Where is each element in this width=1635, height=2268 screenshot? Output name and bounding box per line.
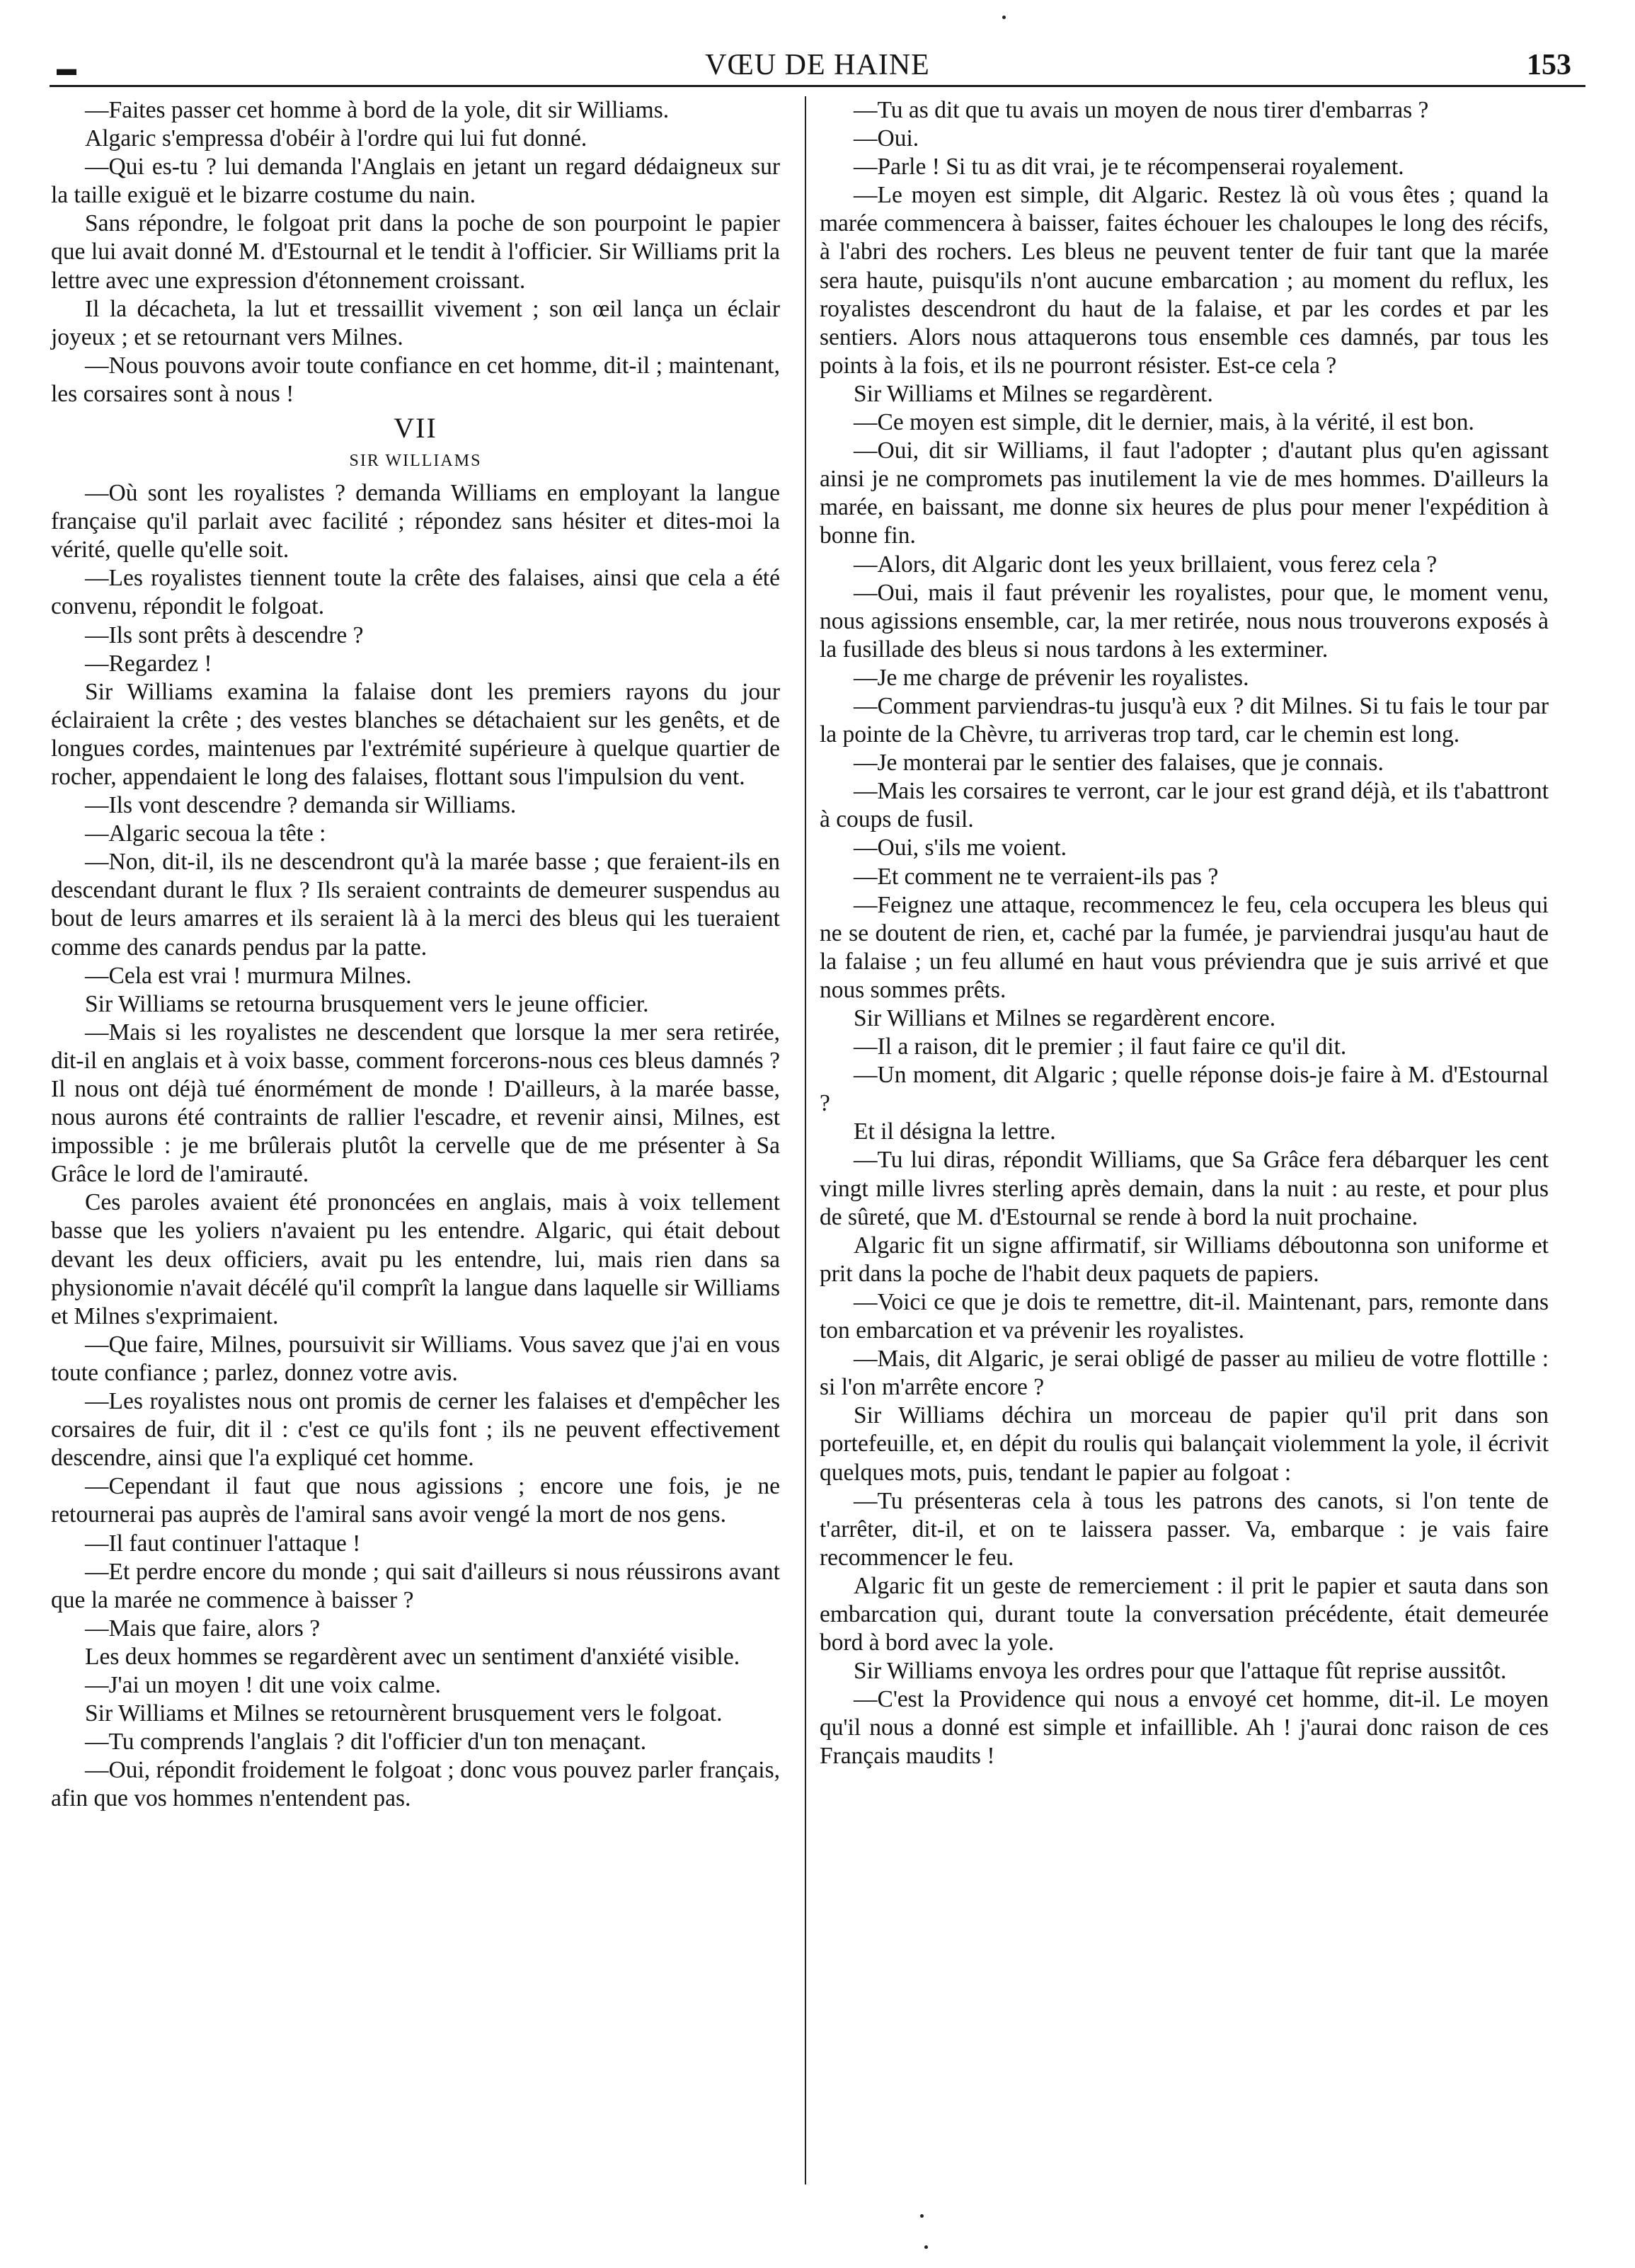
paragraph: Sir Williams se retourna brusquement vers le jeune officier. (85, 990, 649, 1017)
paragraph: Algaric fit un geste de remerciement : il prit le papier et sauta dans son embarcation qui, durant toute la conversation précédente, était demeurée bord à bord avec la yole. (820, 1572, 1549, 1656)
header-mark: ▬ (57, 58, 76, 80)
paragraph: Sans répondre, le folgoat prit dans la poche de son pourpoint le papier que lui avait donné M. d'Estournal et le tendit à l'officier. Sir Williams prit la lettre avec une expression d'étonnement croissant. (51, 210, 780, 294)
print-speck (924, 2245, 928, 2249)
paragraph: —Oui, dit sir Williams, il faut l'adopter ; d'autant plus qu'en agissant ainsi je ne compromets pas inutilement la vie de mes hommes. D'ailleurs la marée, en baissant, me donne six heures de plus pour mener l'expédition à bonne fin. (820, 437, 1549, 549)
print-speck (920, 2214, 924, 2218)
paragraph: —C'est la Providence qui nous a envoyé cet homme, dit-il. Le moyen qu'il nous a donné est simple et infaillible. Ah ! j'aurai donc raison de ces Français maudits ! (820, 1686, 1549, 1770)
paragraph: —Alors, dit Algaric dont les yeux brillaient, vous ferez cela ? (854, 551, 1438, 578)
paragraph: —Tu présenteras cela à tous les patrons des canots, si l'on tente de t'arrêter, dit-il, et on te laissera passer. Va, embarque : je vais faire recommencer le feu. (820, 1487, 1549, 1571)
paragraph: —Ils vont descendre ? demanda sir Williams. (85, 792, 517, 819)
paragraph: Les deux hommes se regardèrent avec un sentiment d'anxiété visible. (85, 1643, 740, 1670)
paragraph: Algaric fit un signe affirmatif, sir Williams déboutonna son uniforme et prit dans la poche de l'habit deux paquets de papiers. (820, 1232, 1549, 1287)
paragraph: —Parle ! Si tu as dit vrai, je te récompenserai royalement. (854, 154, 1404, 181)
paragraph: —Je monterai par le sentier des falaises, que je connais. (854, 750, 1384, 777)
paragraph: Sir Williams examina la falaise dont les premiers rayons du jour éclairaient la crête ; des vestes blanches se détachaient sur les genêts, et de longues cordes, maintenues par l'extrémité supérieure à quelque quartier de rocher, appendaient le long des falaises, flottant sous l'impulsion du vent. (51, 678, 780, 790)
paragraph: —Le moyen est simple, dit Algaric. Restez là où vous êtes ; quand la marée commencera à baisser, faites échouer les chaloupes le long des récifs, à l'abri des rochers. Les bleus ne peuvent tenter de fuir tant que la marée sera haute, puisqu'ils n'ont aucune embarcation ; au moment du reflux, les royalistes descendront du haut de la falaise, et par les cordes et par les sentiers. Alors nous attaquerons tous ensemble ces damnés, par tous les points à la fois, et ils ne pourront résister. Est-ce cela ? (820, 182, 1549, 379)
paragraph: Sir Williams déchira un morceau de papier qu'il prit dans son portefeuille, et, en dépit du roulis qui balançait violemment la yole, il écrivit quelques mots, puis, tendant le papier au folgoat : (820, 1402, 1549, 1486)
paragraph: —Les royalistes nous ont promis de cerner les falaises et d'empêcher les corsaires de fuir, dit il : c'est ce qu'ils font ; ils ne peuvent effectivement descendre, ainsi que l'a expliqué cet homme. (51, 1388, 780, 1472)
page-number: 153 (1527, 49, 1571, 81)
paragraph: —Ils sont prêts à descendre ? (85, 622, 364, 648)
paragraph: Sir Willians et Milnes se regardèrent encore. (854, 1005, 1276, 1031)
paragraph: —Il a raison, dit le premier ; il faut faire ce qu'il dit. (854, 1033, 1347, 1060)
left-paragraphs-before (51, 96, 780, 408)
left-column (51, 96, 780, 1813)
paragraph: —Oui. (854, 125, 919, 152)
page-header (50, 42, 1585, 87)
right-column (820, 96, 1549, 1771)
paragraph: —Et perdre encore du monde ; qui sait d'ailleurs si nous réussirons avant que la marée ne commence à baisser ? (51, 1558, 780, 1613)
paragraph: —Et comment ne te verraient-ils pas ? (854, 863, 1219, 890)
paragraph: —Je me charge de prévenir les royalistes. (854, 664, 1249, 691)
left-paragraphs-after (51, 479, 780, 1813)
paragraph: —Oui, mais il faut prévenir les royalistes, pour que, le moment venu, nous agissions ensemble, car, la mer retirée, nous nous trouverons exposés à la fusillade des bleus si nous tardons à les exterminer. (820, 579, 1549, 663)
paragraph: —Cependant il faut que nous agissions ; encore une fois, je ne retournerai pas auprès de l'amiral sans avoir vengé la mort de nos gens. (51, 1473, 780, 1528)
paragraph: —Ce moyen est simple, dit le dernier, mais, à la vérité, il est bon. (854, 409, 1474, 436)
paragraph: —Voici ce que je dois te remettre, dit-il. Maintenant, pars, remonte dans ton embarcation et va prévenir les royalistes. (820, 1288, 1549, 1344)
right-paragraphs (820, 96, 1549, 1771)
paragraph: —Mais les corsaires te verront, car le jour est grand déjà, et ils t'abattront à coups de fusil. (820, 778, 1549, 833)
paragraph: —Mais, dit Algaric, je serai obligé de passer au milieu de votre flottille : si l'on m'arrête encore ? (820, 1346, 1549, 1401)
paragraph: —Où sont les royalistes ? demanda Williams en employant la langue française qu'il parlait avec facilité ; répondez sans hésiter et dites-moi la vérité, quelle qu'elle soit. (51, 480, 780, 563)
running-title: VŒU DE HAINE (705, 49, 930, 81)
chapter-number: VII (394, 412, 437, 445)
paragraph: —Algaric secoua la tête : (85, 820, 326, 847)
paragraph: Ces paroles avaient été prononcées en anglais, mais à voix tellement basse que les yoliers n'avaient pu les entendre. Algaric, qui était debout devant les deux officiers, avait pu les entendre, lui, mais rien dans sa physionomie n'avait décélé qu'il comprît la langue dans laquelle sir Williams et Milnes s'exprimaient. (51, 1189, 780, 1329)
paragraph: —Faites passer cet homme à bord de la yole, dit sir Williams. (85, 97, 670, 123)
paragraph: Et il désigna la lettre. (854, 1118, 1056, 1145)
paragraph: —Nous pouvons avoir toute confiance en cet homme, dit-il ; maintenant, les corsaires sont à nous ! (51, 352, 780, 407)
paragraph: Il la décacheta, la lut et tressaillit vivement ; son œil lança un éclair joyeux ; et se retournant vers Milnes. (51, 295, 780, 350)
paragraph: —Regardez ! (85, 650, 212, 677)
paragraph: —Feignez une attaque, recommencez le feu, cela occupera les bleus qui ne se doutent de rien, et, caché par la fumée, je parviendrai jusqu'au haut de la falaise ; un feu allumé en haut vous préviendra que je suis arrivé et que nous sommes prêts. (820, 891, 1549, 1003)
paragraph: —Mais que faire, alors ? (85, 1615, 321, 1642)
paragraph: —Qui es-tu ? lui demanda l'Anglais en jetant un regard dédaigneux sur la taille exiguë et le bizarre costume du nain. (51, 154, 780, 209)
paragraph: —Mais si les royalistes ne descendent que lorsque la mer sera retirée, dit-il en anglais et à voix basse, comment forcerons-nous ces bleus damnés ? Il nous ont déjà tué énormément de monde ! D'ailleurs, à la marée basse, nous aurons été contraints de rallier l'escadre, et revenir ainsi, Milnes, est impossible : je me brûlerais plutôt la cervelle que de me présenter à Sa Grâce le lord de l'amirauté. (51, 1019, 780, 1188)
print-speck (1002, 16, 1006, 19)
paragraph: Algaric s'empressa d'obéir à l'ordre qui lui fut donné. (85, 125, 587, 152)
paragraph: —Comment parviendras-tu jusqu'à eux ? dit Milnes. Si tu fais le tour par la pointe de la Chèvre, tu arriveras trop tard, car le chemin est long. (820, 692, 1549, 748)
paragraph: —Il faut continuer l'attaque ! (85, 1530, 361, 1557)
paragraph: —J'ai un moyen ! dit une voix calme. (85, 1671, 441, 1698)
paragraph: —Oui, s'ils me voient. (854, 835, 1067, 861)
paragraph: —Un moment, dit Algaric ; quelle réponse dois-je faire à M. d'Estournal ? (820, 1062, 1549, 1117)
paragraph: —Que faire, Milnes, poursuivit sir Williams. Vous savez que j'ai en vous toute confiance ; parlez, donnez votre avis. (51, 1331, 780, 1386)
paragraph: Sir Williams envoya les ordres pour que l'attaque fût reprise aussitôt. (854, 1658, 1507, 1685)
paragraph: —Tu comprends l'anglais ? dit l'officier d'un ton menaçant. (85, 1729, 647, 1756)
chapter-title: SIR WILLIAMS (349, 452, 482, 471)
column-divider (805, 96, 806, 2184)
paragraph: —Oui, répondit froidement le folgoat ; donc vous pouvez parler français, afin que vos hommes n'entendent pas. (51, 1757, 780, 1812)
paragraph: —Tu lui diras, répondit Williams, que Sa Grâce fera débarquer les cent vingt mille livres sterling après demain, dans la nuit : au reste, et pour plus de sûreté, que M. d'Estournal se rende à bord la nuit prochaine. (820, 1147, 1549, 1230)
paragraph: —Cela est vrai ! murmura Milnes. (85, 962, 412, 989)
paragraph: —Tu as dit que tu avais un moyen de nous tirer d'embarras ? (854, 97, 1429, 123)
paragraph: Sir Williams et Milnes se retournèrent brusquement vers le folgoat. (85, 1700, 723, 1727)
paragraph: Sir Williams et Milnes se regardèrent. (854, 380, 1213, 407)
paragraph: —Non, dit-il, ils ne descendront qu'à la marée basse ; que feraient-ils en descendant durant le flux ? Ils seraient contraints de demeurer suspendus au bout de leurs amarres et ils seraient là à la merci des bleus qui les tueraient comme des canards pendus par la patte. (51, 849, 780, 961)
paragraph: —Les royalistes tiennent toute la crête des falaises, ainsi que cela a été convenu, répondit le folgoat. (51, 565, 780, 620)
